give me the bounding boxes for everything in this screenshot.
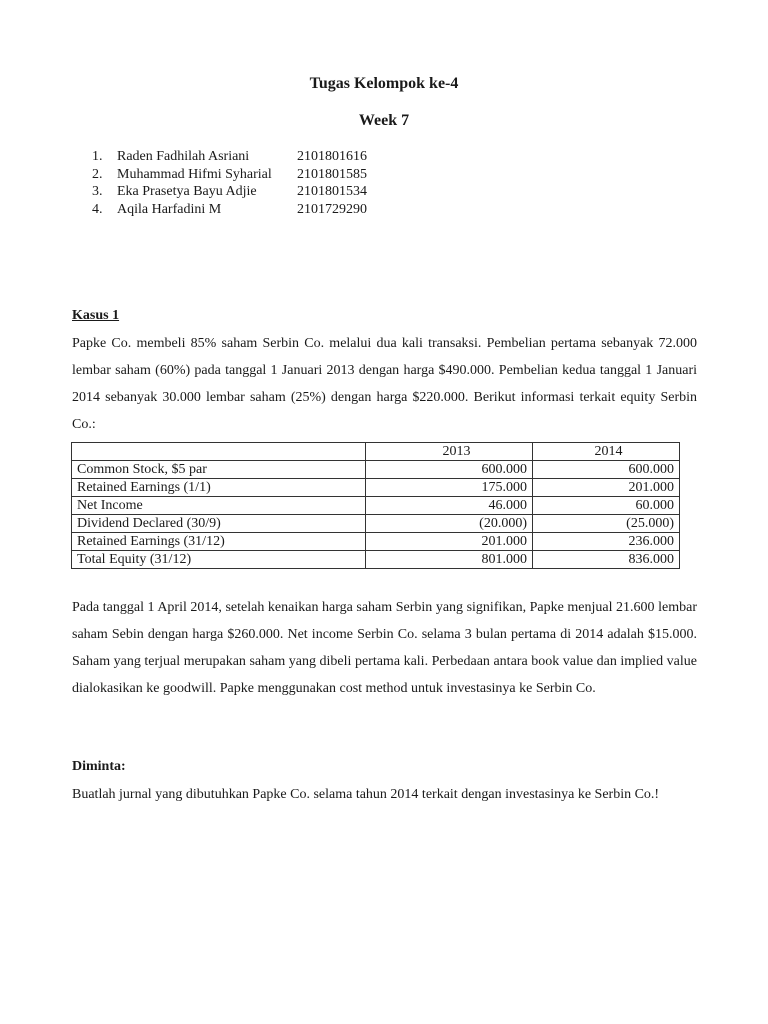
value-2014: 836.000 [533, 551, 680, 569]
member-nim: 2101801534 [297, 184, 367, 199]
row-label: Dividend Declared (30/9) [72, 515, 366, 533]
document-title: Tugas Kelompok ke-4 [309, 75, 459, 92]
member-item [92, 201, 367, 219]
task-heading: Diminta: [72, 759, 126, 774]
table-row [72, 551, 680, 569]
row-label: Net Income [72, 497, 366, 515]
value-2013: (20.000) [366, 515, 533, 533]
equity-table [71, 442, 680, 569]
case-details-paragraph: Pada tanggal 1 April 2014, setelah kenaikan harga saham Serbin yang signifikan, Papke menjual 21.600 lembar saham Sebin dengan harga $260.000. Net income Serbin Co. selama 3 bulan pertama di 2014 adalah $15.000. Saham yang terjual merupakan saham yang dibeli pertama kali. Perbedaan antara book value dan implied value dialokasikan ke goodwill. Papke menggunakan cost method untuk investasinya ke Serbin Co. [72, 600, 697, 696]
value-2013: 175.000 [366, 479, 533, 497]
member-list [92, 148, 367, 218]
member-item [92, 183, 367, 201]
table-row [72, 497, 680, 515]
member-nim: 2101729290 [297, 201, 367, 217]
row-label: Retained Earnings (31/12) [72, 533, 366, 551]
member-nim: 2101801585 [297, 166, 367, 182]
value-2013: 600.000 [366, 461, 533, 479]
member-name: Eka Prasetya Bayu Adjie [117, 184, 257, 199]
value-2013: 201.000 [366, 533, 533, 551]
row-label: Retained Earnings (1/1) [72, 479, 366, 497]
member-item [92, 148, 367, 166]
member-number: 3. [92, 184, 103, 199]
value-2014: 236.000 [533, 533, 680, 551]
table-row [72, 533, 680, 551]
member-number: 1. [92, 149, 103, 164]
member-number: 4. [92, 201, 103, 217]
value-2014: 600.000 [533, 461, 680, 479]
member-name: Aqila Harfadini M [117, 201, 222, 217]
case-intro-paragraph: Papke Co. membeli 85% saham Serbin Co. melalui dua kali transaksi. Pembelian pertama sebanyak 72.000 lembar saham (60%) pada tanggal 1 Januari 2013 dengan harga $490.000. Pembelian kedua tanggal 1 Januari 2014 sebanyak 30.000 lembar saham (25%) dengan harga $220.000. Berikut informasi terkait equity Serbin Co.: [72, 336, 697, 432]
table-header-cell [72, 443, 366, 461]
table-row [72, 461, 680, 479]
table-header-cell: 2013 [366, 443, 533, 461]
table-header-row [72, 443, 680, 461]
task-paragraph: Buatlah jurnal yang dibutuhkan Papke Co. selama tahun 2014 terkait dengan investasinya ke Serbin Co.! [72, 787, 660, 802]
member-name: Raden Fadhilah Asriani [117, 149, 250, 164]
table-header-cell: 2014 [533, 443, 680, 461]
member-item [92, 166, 367, 184]
member-number: 2. [92, 166, 103, 182]
value-2013: 801.000 [366, 551, 533, 569]
table-row [72, 479, 680, 497]
row-label: Total Equity (31/12) [72, 551, 366, 569]
value-2013: 46.000 [366, 497, 533, 515]
value-2014: 60.000 [533, 497, 680, 515]
case-heading: Kasus 1 [72, 308, 120, 323]
value-2014: 201.000 [533, 479, 680, 497]
document-subtitle: Week 7 [358, 112, 410, 129]
member-nim: 2101801616 [297, 149, 367, 164]
table-row [72, 515, 680, 533]
row-label: Common Stock, $5 par [72, 461, 366, 479]
value-2014: (25.000) [533, 515, 680, 533]
member-name: Muhammad Hifmi Syharial [117, 166, 272, 182]
